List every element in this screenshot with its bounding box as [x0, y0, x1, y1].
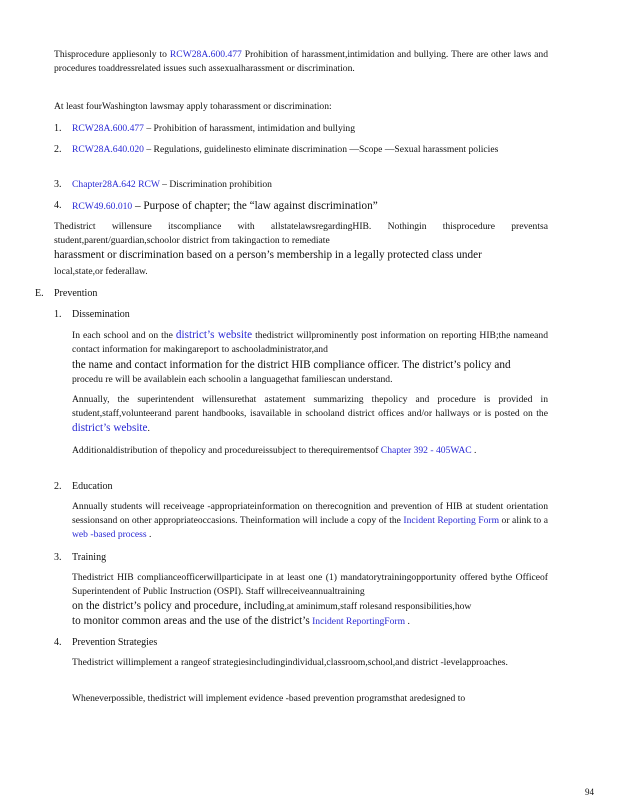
web-based-process-link[interactable]: web -based process [72, 529, 147, 540]
subsection-number: 2. [54, 481, 62, 492]
section-title: Prevention [54, 288, 98, 299]
laws-intro: At least fourWashington lawsmay apply toharassment or discrimination: [54, 101, 332, 112]
training-text: ng,at aminimum,staff rolesand responsibilities,how [274, 601, 472, 612]
training-paragraph-end [72, 614, 548, 629]
rcw-link[interactable]: RCW28A.600.477 [169, 49, 242, 60]
training-paragraph: Thedistrict HIB complianceofficerwillparticipate in at least one (1) mandatorytrainingopportunity offered bythe Officeof Superintendent of Public Instruction (OSPI). Staff willreceiveannualtraining [72, 572, 548, 597]
law-number: 1. [54, 123, 62, 134]
law-text: – Discrimination prohibition [159, 179, 272, 190]
education-text: Annually students will receiveage -appropriateinformation on therecognition and prevention of HIB at student orientation sessionsand on other appropriateoccasions. Theinformation will include a copy of the [72, 501, 548, 526]
district-website-link[interactable]: district’s website [175, 329, 253, 341]
compliance-paragraph: Thedistrict willensure itscompliance with allstatelawsregardingHIB. Nothingin thisprocedure preventsa student,parent/guardian,schoolor district from takingaction to remediate [54, 221, 548, 246]
compliance-paragraph-cont: harassment or discrimination based on a person’s membership in a legally protected class under [54, 249, 482, 261]
dissemination-paragraph-cont: the name and contact information for the district HIB compliance officer. The district’s policy and [72, 359, 511, 371]
subsection-title: Dissemination [72, 309, 130, 320]
training-text-bold: to monitor common areas and the use of the district’s [72, 615, 310, 627]
education-paragraph [72, 500, 548, 542]
education-text-end: . [146, 529, 152, 540]
law-link[interactable]: Chapter28A.642 RCW [72, 179, 160, 190]
training-text-end: . [405, 616, 410, 627]
law-text: – Prohibition of harassment, intimidation and bullying [143, 123, 355, 134]
law-link[interactable]: RCW28A.640.020 [72, 144, 144, 155]
law-number: 4. [54, 200, 62, 211]
dissemination-paragraph [72, 328, 548, 357]
training-text-bold: on the district’s policy and procedure, includi [72, 600, 275, 612]
intro-paragraph [54, 48, 548, 76]
intro-text-cont: Prohibition of harassment,intimidation and bullying. There are other laws and procedures toaddressrelated issues such assexualharassment or discrimination. [54, 49, 549, 74]
intro-text: Thisprocedure appliesonly to [54, 49, 170, 60]
handbook-text: Annually, the superintendent willensurethat astatement summarizing thepolicy and procedure is provided in student,staff,volunteerand parent handbooks, isavailable in schooland district offices and/or hallways or is posted on the [72, 394, 548, 419]
subsection-title: Training [72, 552, 107, 563]
dissemination-text-cont: thedistrict willprominently post information on reporting HIB;the nameand contact information for makingareport to aschooladministrator,and [72, 330, 548, 355]
dissemination-paragraph-end: procedu re will be availablein each schoolin a languagethat familiescan understand. [72, 374, 393, 385]
law-link[interactable]: RCW28A.600.477 [72, 123, 144, 134]
page-number: 94 [585, 787, 594, 797]
district-website-link[interactable]: district’s website [72, 422, 148, 434]
strategies-paragraph: Thedistrict willimplement a rangeof strategiesincludingindividual,classroom,school,and district -levelapproaches. [72, 657, 508, 668]
handbook-paragraph [72, 393, 548, 436]
incident-reporting-form-link[interactable]: Incident ReportingForm [312, 616, 406, 627]
subsection-number: 1. [54, 309, 62, 320]
law-link[interactable]: RCW49.60.010 [72, 201, 133, 212]
incident-reporting-form-link[interactable]: Incident Reporting Form [403, 515, 500, 526]
distribution-paragraph [72, 444, 548, 458]
distribution-text-end: . [471, 445, 477, 456]
law-text: – Purpose of chapter; the “law against discrimination” [132, 200, 378, 212]
strategies-paragraph-2: Wheneverpossible, thedistrict will implement evidence -based prevention programsthat aredesigned to [72, 693, 466, 704]
subsection-number: 4. [54, 637, 62, 648]
wac-link[interactable]: Chapter 392 - 405WAC [380, 445, 472, 456]
distribution-text: Additionaldistribution of thepolicy and procedureissubject to therequirementsof [72, 445, 381, 456]
subsection-title: Education [72, 481, 113, 492]
handbook-text-end: . [147, 423, 150, 434]
law-number: 2. [54, 144, 62, 155]
training-paragraph-cont [72, 599, 548, 614]
law-text: – Regulations, guidelinesto eliminate discrimination —Scope —Sexual harassment policies [143, 144, 499, 155]
law-number: 3. [54, 179, 62, 190]
law-item [72, 122, 548, 136]
law-item [72, 143, 548, 157]
subsection-title: Prevention Strategies [72, 637, 158, 648]
law-item [72, 199, 548, 214]
dissemination-text: In each school and on the [72, 330, 176, 341]
education-text-mid: or alink to a [499, 515, 548, 526]
subsection-number: 3. [54, 552, 62, 563]
law-item [72, 178, 548, 192]
compliance-paragraph-end: local,state,or federallaw. [54, 266, 148, 277]
section-letter: E. [35, 288, 44, 299]
